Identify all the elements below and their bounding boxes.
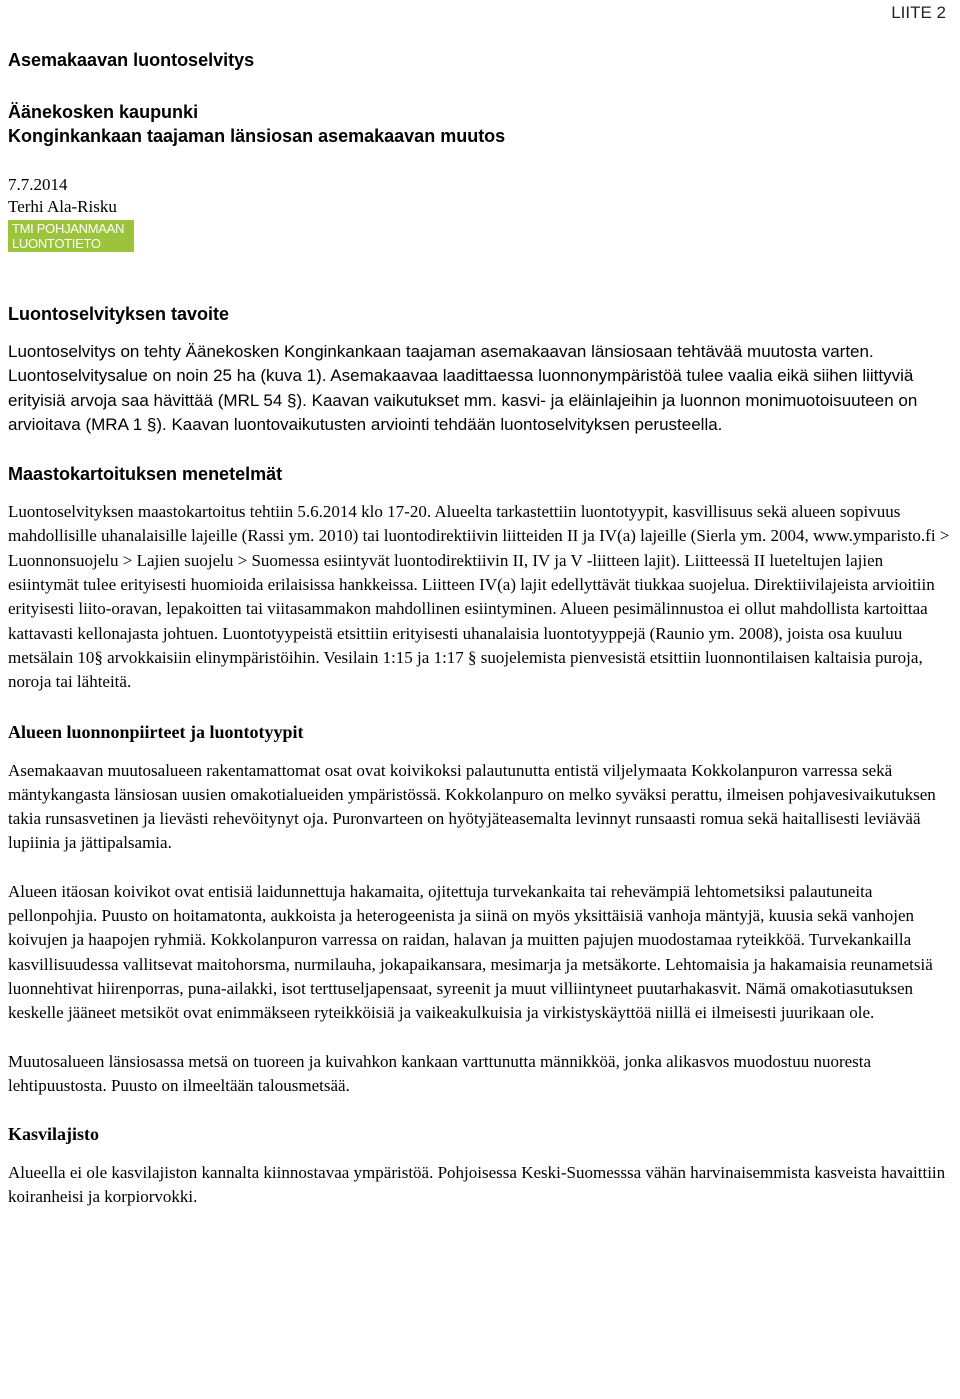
city-name: Äänekosken kaupunki bbox=[8, 102, 199, 122]
section-paragraph: Luontoselvitys on tehty Äänekosken Konginkankaan taajaman asemakaavan länsiosaan tehtävää muutosta varten. Luontoselvitysalue on noin 25 ha (kuva 1). Asemakaavaa laadittaessa luonnonympäristöä tulee vaalia eikä siihen liittyviä erityisiä arvoja saa hävittää (MRL 54 §). Kaavan vaikutukset mm. kasvi- ja eläinlajeihin ja luonnon monimuotoisuuteen on arvioitava (MRA 1 §). Kaavan luontovaikutusten arviointi tehdään luontoselvityksen perusteella. bbox=[8, 342, 918, 434]
section-heading-flora: Kasvilajisto bbox=[8, 1124, 100, 1145]
section-heading-nature: Alueen luonnonpiirteet ja luontotyypit bbox=[8, 721, 304, 742]
logo-line-1: TMI POHJANMAAN bbox=[12, 221, 125, 236]
section-heading-goal: Luontoselvityksen tavoite bbox=[8, 304, 230, 324]
meta-block bbox=[8, 174, 953, 254]
document-date: 7.7.2014 bbox=[8, 175, 68, 194]
section-paragraph: Asemakaavan muutosalueen rakentamattomat osat ovat koivikoksi palautunutta entistä viljelymaata Kokkolanpuron varressa sekä mäntykangasta länsiosan uusien omakotialueiden ympäristössä. Kokkolanpuro on melko syväksi perattu, ilmeisen pohjavesivaikutuksen takia runsasvetinen ja lievästi rehevöitynyt oja. Puronvarteen on hyötyjäteasemalta levinnyt runsaasti romua sekä haitallisesti leviävää lupiinia ja jättipalsamia. bbox=[8, 760, 936, 853]
company-logo bbox=[8, 220, 134, 252]
document-body bbox=[8, 48, 953, 1210]
section-paragraph: Alueella ei ole kasvilajiston kannalta kiinnostavaa ympäristöä. Pohjoisessa Keski-Suomesssa vähän harvinaisemmista kasveista havaittiin koiranheisi ja korpiorvokki. bbox=[8, 1163, 946, 1207]
plan-header bbox=[8, 100, 953, 148]
document-title: Asemakaavan luontoselvitys bbox=[8, 50, 255, 70]
author-name: Terhi Ala-Risku bbox=[8, 197, 117, 216]
section-heading-methods: Maastokartoituksen menetelmät bbox=[8, 464, 283, 485]
section-paragraph: Alueen itäosan koivikot ovat entisiä laidunnettuja hakamaita, ojitettuja turvekankaita tai rehevämpiä lehtometsiksi palautuneita pellonpohjia. Puusto on hoitamatonta, aukkoista ja heterogeenista ja siinä on myös yksittäisiä vanhoja mäntyjä, kuusia sekä vanhojen koivujen ja haapojen ryhmiä. Kokkolanpuron varressa on raidan, halavan ja muitten pajujen muodostamaa ryteikköä. Turvekankailla kasvillisuudessa vallitsevat maitohorsma, nurmilauha, jokapaikansara, mesimarja ja metsäkorte. Lehtomaisia ja hakamaisia reunametsiä luonnehtivat hiirenporras, puna-ailakki, isot terttuseljapensaat, syreenit ja muut villiintyneet puutarhakasvit. Nämä omakotiasutuksen keskelle jääneet metsiköt ovat enimmäkseen ryteikköisiä ja vaikeakulkuisia ja virkistyskäyttöä niillä ei ilmeisesti juurikaan ole. bbox=[8, 881, 933, 1023]
section-paragraph: Luontoselvityksen maastokartoitus tehtiin 5.6.2014 klo 17-20. Alueelta tarkastettiin luontotyypit, kasvillisuus sekä alueen sopivuus mahdollisille uhanalaisille lajeille (Rassi ym. 2010) tai luontodirektiivin liitteiden II ja IV(a) lajeille (Sierla ym. 2004, www.ymparisto.fi > Luonnonsuojelu > Lajien suojelu > Suomessa esiintyvät luontodirektiivin II, IV ja V -liitteen lajit). Liitteessä II lueteltujen lajien esiintymät tulee erityisesti huomioida erilaisissa hankkeissa. Liitteen IV(a) lajit edellyttävät tiukkaa suojelua. Direktiivilajeista arvioitiin erityisesti liito-oravan, lepakoitten tai viitasammakon mahdollinen esiintyminen. Alueen pesimälinnustoa ei ollut mahdollista kartoittaa kattavasti kellonajasta johtuen. Luontotyypeistä etsittiin erityisesti uhanalaisia luontotyyppejä (Raunio ym. 2008), joista osa kuuluu metsälain 10§ arvokkaisiin elinympäristöihin. Vesilain 1:15 ja 1:17 § suojelemista pienvesistä etsittiin luonnontilaisen kaltaisia puroja, noroja tai lähteitä. bbox=[8, 502, 950, 692]
appendix-label: LIITE 2 bbox=[891, 3, 946, 22]
logo-line-2: LUONTOTIETO bbox=[12, 236, 101, 251]
section-paragraph: Muutosalueen länsiosassa metsä on tuoreen ja kuivahkon kankaan varttunutta männikköä, jonka alikasvos muodostuu nuoresta lehtipuustosta. Puusto on ilmeeltään talousmetsää. bbox=[8, 1051, 872, 1095]
plan-name: Konginkankaan taajaman länsiosan asemakaavan muutos bbox=[8, 126, 506, 146]
